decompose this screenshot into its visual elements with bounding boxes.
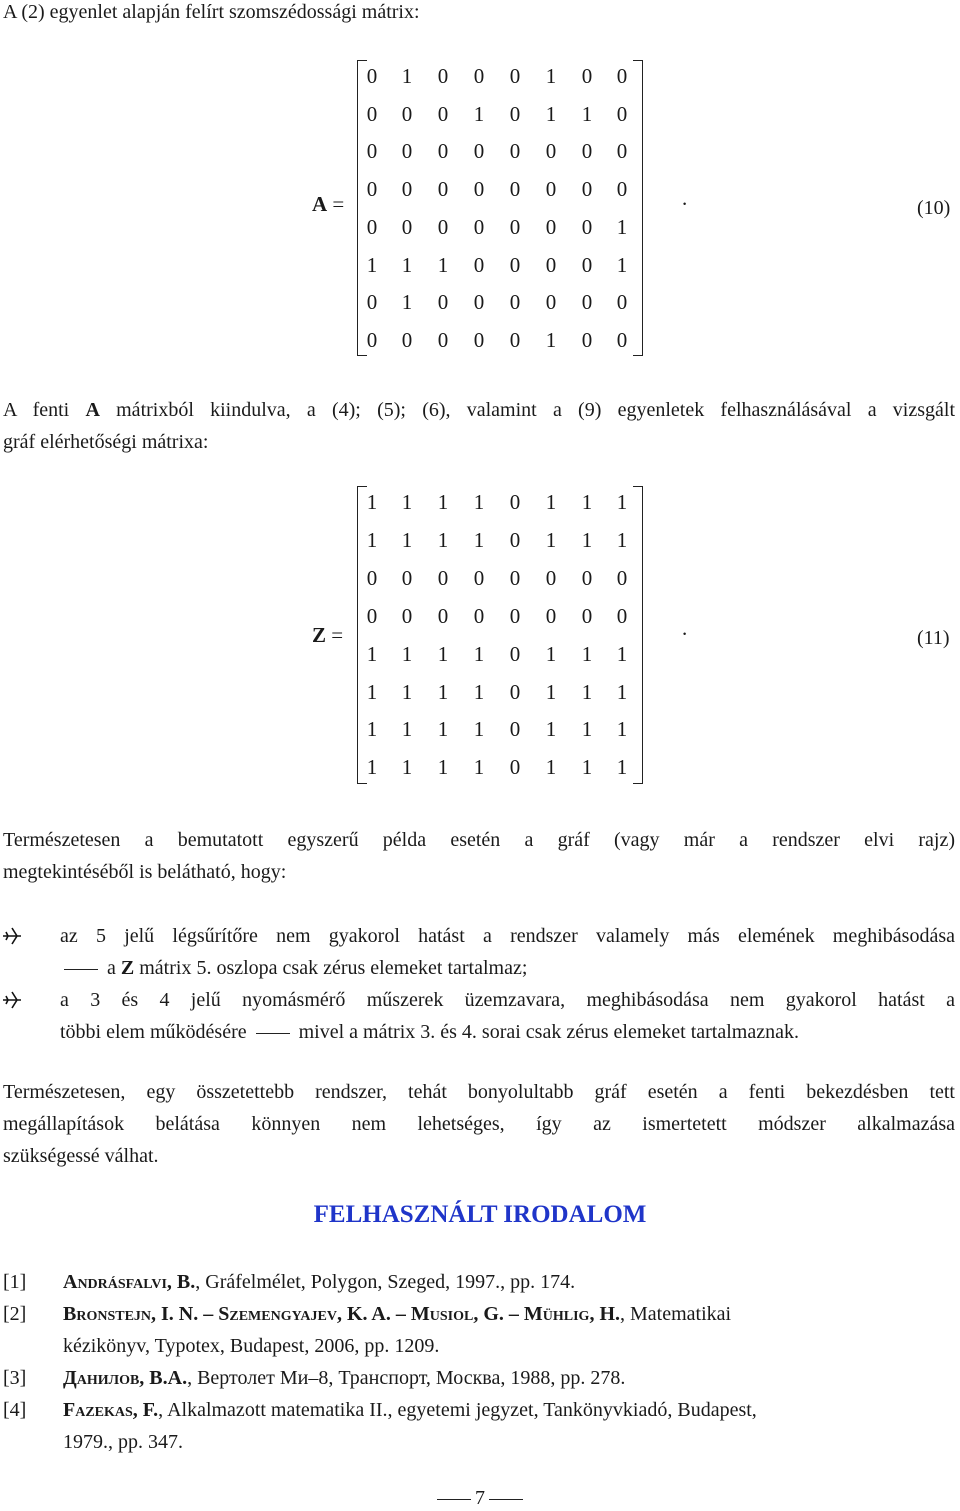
matrix-cell: 1 <box>545 527 557 552</box>
matrix-cell: 1 <box>616 214 628 239</box>
matrix-cell: 0 <box>581 290 593 315</box>
matrix-cell: 1 <box>401 679 413 704</box>
matrix-row <box>357 324 643 362</box>
reference-rest: , Gráfelmélet, Polygon, Szeged, 1997., pp. 174. <box>195 1271 576 1293</box>
bullet-2-line-1: a 3 és 4 jelű nyomásmérő műszerek üzemzavara, meghibásodása nem gyakorol hatást a <box>60 989 955 1011</box>
paragraph-3-line-3: szükségessé válhat. <box>3 1145 159 1167</box>
matrix-cell: 1 <box>473 490 485 514</box>
matrix-cell: 0 <box>509 290 521 315</box>
matrix-cell: 1 <box>616 717 628 742</box>
reference-4 <box>3 1394 955 1458</box>
matrix-cell: 0 <box>545 177 557 202</box>
matrix-cell: 0 <box>473 290 485 315</box>
matrix-cell: 1 <box>581 641 593 666</box>
reference-1 <box>3 1266 955 1298</box>
bullet-1-line-2 <box>60 952 527 984</box>
matrix-cell: 0 <box>509 527 521 552</box>
matrix-cell: 0 <box>437 290 449 315</box>
matrix-cell: 1 <box>401 252 413 277</box>
matrix-cell: 0 <box>581 177 593 202</box>
paragraph-1 <box>3 394 955 458</box>
matrix-row <box>357 286 643 324</box>
matrix-row <box>357 713 643 751</box>
matrix-cell: 0 <box>473 603 485 628</box>
matrix-row <box>357 211 643 249</box>
paragraph-3 <box>3 1076 955 1172</box>
matrix-cell: 1 <box>366 527 378 552</box>
matrix-cell: 0 <box>509 101 521 126</box>
matrix-cell: 0 <box>437 565 449 590</box>
matrix-cell: 1 <box>545 327 557 352</box>
matrix-cell: 0 <box>509 214 521 239</box>
matrix-cell: 1 <box>401 755 413 780</box>
matrix-a-name: A <box>312 192 328 216</box>
em-dash <box>64 969 98 970</box>
matrix-cell: 0 <box>437 64 449 88</box>
matrix-cell: 1 <box>437 252 449 277</box>
em-dash <box>256 1033 290 1034</box>
matrix-cell: 0 <box>545 565 557 590</box>
matrix-cell: 1 <box>616 252 628 277</box>
matrix-z-period: . <box>682 616 688 640</box>
matrix-cell: 0 <box>401 177 413 202</box>
matrix-cell: 0 <box>616 290 628 315</box>
matrix-cell: 0 <box>616 177 628 202</box>
matrix-z-label <box>312 623 343 648</box>
matrix-row <box>357 524 643 562</box>
matrix-row <box>357 486 643 524</box>
matrix-cell: 0 <box>509 327 521 352</box>
matrix-cell: 0 <box>437 603 449 628</box>
b2-pre: többi elem működésére <box>60 1021 252 1043</box>
matrix-row <box>357 60 643 98</box>
matrix-cell: 1 <box>437 490 449 514</box>
matrix-cell: 0 <box>581 565 593 590</box>
p1-pre: A fenti <box>3 399 86 421</box>
matrix-cell: 1 <box>401 527 413 552</box>
matrix-cell: 1 <box>545 717 557 742</box>
matrix-row <box>357 562 643 600</box>
matrix-cell: 0 <box>581 214 593 239</box>
matrix-row <box>357 98 643 136</box>
matrix-cell: 1 <box>473 717 485 742</box>
matrix-cell: 0 <box>366 64 378 88</box>
matrix-cell: 1 <box>473 527 485 552</box>
matrix-cell: 1 <box>437 717 449 742</box>
matrix-cell: 0 <box>473 177 485 202</box>
matrix-cell: 1 <box>581 679 593 704</box>
bullet-item-1 <box>0 920 960 984</box>
matrix-cell: 1 <box>366 641 378 666</box>
matrix-cell: 1 <box>401 641 413 666</box>
matrix-cell: 0 <box>616 139 628 164</box>
b1-pre: a <box>102 957 121 979</box>
matrix-cell: 0 <box>366 565 378 590</box>
matrix-cell: 1 <box>545 641 557 666</box>
matrix-cell: 0 <box>545 214 557 239</box>
matrix-cell: 0 <box>581 64 593 88</box>
matrix-cell: 0 <box>581 603 593 628</box>
matrix-a-period: . <box>682 186 688 210</box>
matrix-row <box>357 638 643 676</box>
paragraph-2-line-2: megtekintéséből is belátható, hogy: <box>3 861 287 883</box>
matrix-row <box>357 751 643 789</box>
matrix-cell: 0 <box>366 101 378 126</box>
matrix-cell: 0 <box>509 64 521 88</box>
intro-text: A (2) egyenlet alapján felírt szomszédossági mátrix: <box>3 1 420 23</box>
airplane-bullet-icon <box>1 925 23 947</box>
reference-3 <box>3 1362 955 1394</box>
reference-rest: , Alkalmazott matematika II., egyetemi jegyzet, Tankönyvkiadó, Budapest, <box>158 1399 757 1421</box>
references-heading: FELHASZNÁLT IRODALOM <box>313 1201 647 1228</box>
paragraph-2-line-1: Természetesen a bemutatott egyszerű példa esetén a gráf (vagy már a rendszer elvi rajz) <box>3 829 955 851</box>
matrix-cell: 0 <box>401 565 413 590</box>
matrix-cell: 0 <box>509 139 521 164</box>
equation-number-11: (11) <box>917 627 950 649</box>
reference-number: [4] <box>3 1399 27 1421</box>
matrix-cell: 0 <box>473 565 485 590</box>
reference-authors: Andrásfalvi, B. <box>63 1271 196 1293</box>
matrix-cell: 0 <box>509 717 521 742</box>
matrix-cell: 0 <box>473 214 485 239</box>
matrix-cell: 0 <box>366 177 378 202</box>
b1-bold-z: Z <box>120 957 135 979</box>
matrix-row <box>357 600 643 638</box>
matrix-cell: 1 <box>366 717 378 742</box>
matrix-cell: 1 <box>616 527 628 552</box>
matrix-cell: 1 <box>366 679 378 704</box>
paragraph-1-line-1 <box>3 394 955 426</box>
matrix-cell: 0 <box>509 755 521 780</box>
bullet-1-line-1: az 5 jelű légsűrítőre nem gyakorol hatást a rendszer valamely más elemének meghibásodása <box>60 925 955 947</box>
matrix-cell: 1 <box>581 490 593 514</box>
matrix-cell: 0 <box>509 252 521 277</box>
b2-post: mivel a mátrix 3. és 4. sorai csak zérus elemeket tartalmaznak. <box>293 1021 799 1043</box>
matrix-cell: 0 <box>473 252 485 277</box>
matrix-cell: 0 <box>545 139 557 164</box>
matrix-row <box>357 249 643 287</box>
matrix-cell: 1 <box>401 717 413 742</box>
matrix-cell: 1 <box>473 641 485 666</box>
bullet-2-line-2 <box>60 1016 799 1048</box>
reference-number: [3] <box>3 1367 27 1389</box>
matrix-cell: 0 <box>509 603 521 628</box>
matrix-cell: 0 <box>366 290 378 315</box>
reference-line-1 <box>63 1266 955 1298</box>
matrix-a-eq: = <box>332 192 345 216</box>
matrix-cell: 0 <box>366 139 378 164</box>
reference-authors: Fazekas, F. <box>63 1399 159 1421</box>
matrix-cell: 1 <box>581 101 593 126</box>
matrix-cell: 0 <box>581 139 593 164</box>
reference-line-1 <box>63 1362 955 1394</box>
matrix-z <box>357 486 643 784</box>
matrix-cell: 0 <box>509 641 521 666</box>
matrix-row <box>357 135 643 173</box>
matrix-cell: 1 <box>473 755 485 780</box>
matrix-cell: 1 <box>401 290 413 315</box>
matrix-cell: 0 <box>473 327 485 352</box>
matrix-cell: 0 <box>581 327 593 352</box>
matrix-cell: 0 <box>401 101 413 126</box>
page-number <box>0 1486 960 1510</box>
matrix-cell: 1 <box>581 527 593 552</box>
reference-authors: Bronstejn, I. N. – Szemengyajev, K. A. – Musiol, G. – Mühlig, H. <box>63 1303 620 1325</box>
matrix-cell: 0 <box>473 64 485 88</box>
matrix-cell: 0 <box>509 490 521 514</box>
matrix-cell: 1 <box>366 755 378 780</box>
matrix-cell: 1 <box>616 641 628 666</box>
matrix-cell: 1 <box>545 101 557 126</box>
matrix-cell: 1 <box>616 679 628 704</box>
matrix-cell: 0 <box>545 290 557 315</box>
matrix-cell: 0 <box>509 177 521 202</box>
reference-line-1 <box>63 1394 955 1426</box>
matrix-cell: 1 <box>473 101 485 126</box>
matrix-cell: 1 <box>616 755 628 780</box>
reference-number: [1] <box>3 1271 27 1293</box>
matrix-cell: 1 <box>437 527 449 552</box>
paragraph-3-line-2: megállapítások belátása könnyen nem lehetséges, így az ismertetett módszer alkalmazása <box>3 1113 955 1135</box>
matrix-cell: 1 <box>616 490 628 514</box>
em-dash <box>489 1499 523 1500</box>
matrix-z-name: Z <box>312 623 327 647</box>
reference-number: [2] <box>3 1303 27 1325</box>
reference-rest: , Вертолет Ми–8, Транспорт, Москва, 1988, pp. 278. <box>187 1367 626 1389</box>
matrix-cell: 0 <box>545 603 557 628</box>
paragraph-1-line-2: gráf elérhetőségi mátrixa: <box>3 431 209 453</box>
matrix-cell: 1 <box>437 641 449 666</box>
page-number-value: 7 <box>475 1487 485 1509</box>
reference-2 <box>3 1298 955 1362</box>
matrix-cell: 1 <box>545 64 557 88</box>
matrix-cell: 1 <box>401 64 413 88</box>
reference-line-2: kézikönyv, Typotex, Budapest, 2006, pp. 1209. <box>63 1335 440 1357</box>
matrix-cell: 0 <box>616 327 628 352</box>
matrix-row <box>357 173 643 211</box>
airplane-bullet-icon <box>1 989 23 1011</box>
matrix-cell: 0 <box>616 565 628 590</box>
matrix-cell: 1 <box>473 679 485 704</box>
matrix-cell: 0 <box>616 101 628 126</box>
matrix-cell: 0 <box>509 679 521 704</box>
p1-bold-a: A <box>85 399 100 421</box>
matrix-cell: 0 <box>366 327 378 352</box>
matrix-cell: 1 <box>401 490 413 514</box>
paragraph-3-line-1: Természetesen, egy összetettebb rendszer, tehát bonyolultabb gráf esetén a fenti bekezdésben tett <box>3 1081 955 1103</box>
matrix-cell: 0 <box>401 139 413 164</box>
em-dash <box>437 1499 471 1500</box>
matrix-cell: 0 <box>581 252 593 277</box>
matrix-cell: 0 <box>366 603 378 628</box>
paragraph-2 <box>3 824 955 888</box>
matrix-z-eq: = <box>331 623 344 647</box>
matrix-cell: 1 <box>581 717 593 742</box>
equation-number-10: (10) <box>917 197 951 219</box>
matrix-cell: 0 <box>545 252 557 277</box>
matrix-cell: 0 <box>437 177 449 202</box>
matrix-cell: 0 <box>401 327 413 352</box>
matrix-cell: 0 <box>437 101 449 126</box>
matrix-cell: 0 <box>437 327 449 352</box>
matrix-cell: 0 <box>401 603 413 628</box>
matrix-cell: 1 <box>581 755 593 780</box>
matrix-cell: 0 <box>616 64 628 88</box>
matrix-cell: 0 <box>366 214 378 239</box>
matrix-a-label <box>312 192 344 217</box>
reference-authors: Данилов, В.А. <box>63 1367 188 1389</box>
reference-rest: , Matematikai <box>620 1303 732 1325</box>
matrix-row <box>357 676 643 714</box>
matrix-cell: 0 <box>437 139 449 164</box>
matrix-cell: 1 <box>366 252 378 277</box>
bullet-item-2 <box>0 984 960 1048</box>
matrix-cell: 0 <box>473 139 485 164</box>
matrix-cell: 1 <box>545 490 557 514</box>
reference-line-2: 1979., pp. 347. <box>63 1431 183 1453</box>
reference-line-1 <box>63 1298 955 1330</box>
matrix-cell: 1 <box>437 755 449 780</box>
matrix-cell: 0 <box>616 603 628 628</box>
matrix-cell: 1 <box>545 755 557 780</box>
matrix-a <box>357 60 643 356</box>
matrix-cell: 1 <box>545 679 557 704</box>
matrix-cell: 1 <box>437 679 449 704</box>
matrix-cell: 0 <box>401 214 413 239</box>
b1-post: mátrix 5. oszlopa csak zérus elemeket tartalmaz; <box>134 957 528 979</box>
matrix-cell: 1 <box>366 490 378 514</box>
p1-post: mátrixból kiindulva, a (4); (5); (6), valamint a (9) egyenletek felhasználásával a vizsgált <box>99 399 955 421</box>
matrix-cell: 0 <box>437 214 449 239</box>
matrix-cell: 0 <box>509 565 521 590</box>
